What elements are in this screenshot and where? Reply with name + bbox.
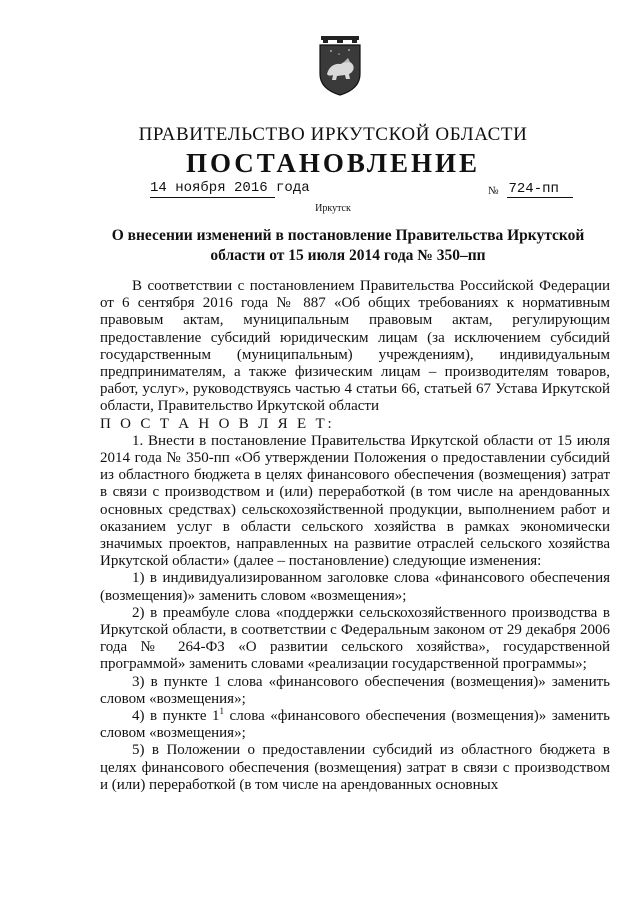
document-number [488, 180, 573, 198]
document-number-value: 724-пп [507, 181, 573, 198]
document-type-title: ПОСТАНОВЛЕНИЕ [185, 148, 481, 178]
document-body [100, 278, 610, 794]
preamble-paragraph: В соответствии с постановлением Правительства Российской Федерации от 6 сентября 2016 года № 887 «Об общих требованиях к нормативным правовым актам, муниципальным правовым актам, регулирующим предоставление субсидий юридическим лицам (за исключением субсидий государственным (муниципальным) учреждениям), индивидуальным предпринимателям, а также физическим лицам – производителям товаров, работ, услуг», руководствуясь частью 4 статьи 66, статьей 67 Устава Иркутской области, Правительство Иркутской области [100, 278, 610, 415]
item-1-paragraph: 1. Внести в постановление Правительства Иркутской области от 15 июля 2014 года № 350-пп «Об утверждении Положения о предоставлении субсидий из областного бюджета в целях финансового обеспечения (возмещения) затрат в связи с производством и (или) переработкой (в том числе на арендованных основных средствах) сельскохозяйственной продукции, выполнением работ и оказанием услуг в области сельского хозяйства в рамках экономически значимых проектов, направленных на развитие отраслей сельского хозяйства Иркутской области» (далее – постановление) следующие изменения: [100, 432, 610, 570]
coat-of-arms-icon [317, 36, 363, 96]
subitem-4-superscript: 1 [219, 706, 225, 717]
subitem-3-paragraph: 3) в пункте 1 слова «финансового обеспечения (возмещения)» заменить словом «возмещения»; [100, 673, 610, 707]
document-date [150, 180, 310, 196]
subitem-4-start: 4) в пункте 1 [132, 708, 220, 725]
number-mark: № [488, 185, 499, 197]
document-subject: О внесении изменений в постановление Правительства Иркутской области от 15 июля 2014 года № 350–пп [111, 227, 585, 264]
decree-word: П О С Т А Н О В Л Я Е Т: [100, 415, 335, 432]
subitem-1-paragraph: 1) в индивидуализированном заголовке слова «финансового обеспечения (возмещения)» заменить словом «возмещения»; [100, 570, 610, 604]
subitem-5-paragraph: 5) в Положении о предоставлении субсидий из областного бюджета в целях финансового обеспечения (возмещения) затрат в связи с производством и (или) переработкой (в том числе на арендованных основных [100, 742, 610, 793]
subitem-4-end: слова «финансового обеспечения (возмещения)» заменить словом «возмещения»; [100, 708, 610, 742]
document-date-value: 14 ноября 2016 года [150, 180, 310, 196]
city-label: Иркутск [315, 203, 351, 214]
date-underline [150, 197, 275, 198]
subitem-4-paragraph [100, 708, 610, 742]
government-title: ПРАВИТЕЛЬСТВО ИРКУТСКОЙ ОБЛАСТИ [138, 124, 528, 145]
subitem-2-paragraph: 2) в преамбуле слова «поддержки сельскохозяйственного производства в Иркутской области, в соответствии с Федеральным законом от 29 декабря 2006 года № 264-ФЗ «О развитии сельского хозяйства», государственной программой» заменить словами «реализации государственной программы»; [100, 604, 610, 673]
